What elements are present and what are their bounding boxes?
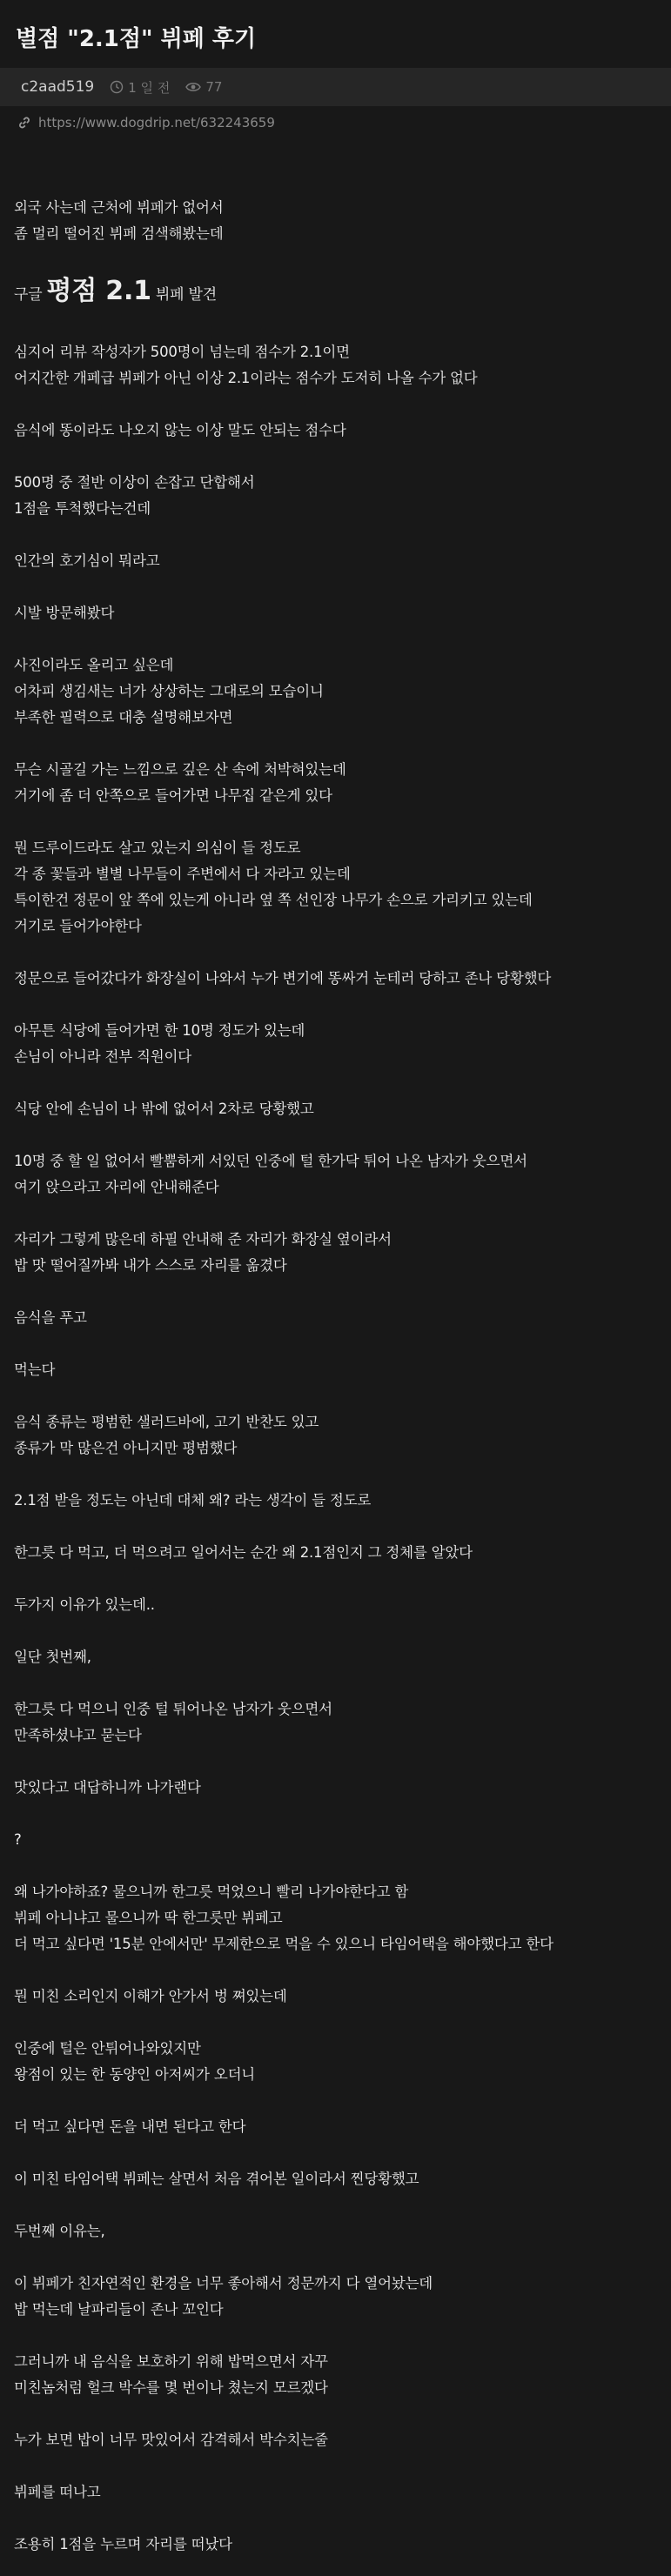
author-name[interactable]: c2aad519 <box>21 78 95 96</box>
text-line: 일단 첫번째, <box>14 1649 91 1665</box>
text-line: 손님이 아니라 전부 직원이다 <box>14 1048 192 1065</box>
text-line: 만족하셨냐고 묻는다 <box>14 1727 142 1743</box>
post-meta-bar <box>0 68 671 106</box>
headline-line <box>14 269 662 318</box>
clock-icon <box>110 80 124 94</box>
text-line: 거기로 들어가야한다 <box>14 918 142 934</box>
text-line: 정문으로 들어갔다가 화장실이 나와서 누가 변기에 똥싸거 눈테러 당하고 존나 당황했다 <box>14 970 552 987</box>
text-line: 인중에 털은 안튀어나와있지만 <box>14 2040 201 2057</box>
text-line: 이 뷔페가 친자연적인 환경을 너무 좋아해서 정문까지 다 열어놨는데 <box>14 2275 433 2292</box>
text-line: 음식에 똥이라도 나오지 않는 이상 말도 안되는 점수다 <box>14 422 346 438</box>
text-line: 자리가 그렇게 많은데 하필 안내해 준 자리가 화장실 옆이라서 <box>14 1231 392 1248</box>
text-line: 밥 맛 떨어질까봐 내가 스스로 자리를 옮겼다 <box>14 1257 287 1274</box>
post-url-row <box>17 115 275 130</box>
text-line: 어지간한 개페급 뷔페가 아닌 이상 2.1이라는 점수가 도저히 나올 수가 없다 <box>14 370 478 386</box>
text-line: 미친놈처럼 헐크 박수를 몇 번이나 쳤는지 모르겠다 <box>14 2379 328 2396</box>
text-line: 10명 중 할 일 없어서 빨뿜하게 서있던 인중에 털 한가닥 튀어 나온 남자가 웃으면서 <box>14 1153 527 1169</box>
link-icon <box>17 116 31 130</box>
text-line: 특이한건 정문이 앞 쪽에 있는게 아니라 옆 쪽 선인장 나무가 손으로 가리키고 있는데 <box>14 892 533 908</box>
post-url-link[interactable]: https://www.dogdrip.net/632243659 <box>38 115 275 130</box>
text-line: 더 먹고 싶다면 돈을 내면 된다고 한다 <box>14 2118 246 2135</box>
text-line: 각 종 꽃들과 별별 나무들이 주변에서 다 자라고 있는데 <box>14 866 351 882</box>
post-body <box>14 195 662 2558</box>
text-line: ? <box>14 1831 22 1848</box>
post-time <box>110 78 170 97</box>
text-line: 종류가 막 많은건 아니지만 평범했다 <box>14 1440 238 1456</box>
text-line: 여기 앉으라고 자리에 안내해준다 <box>14 1179 219 1195</box>
text-line: 부족한 필력으로 대충 설명해보자면 <box>14 709 233 726</box>
text-line: 조용히 1점을 누르며 자리를 떠났다 <box>14 2536 232 2553</box>
text-line: 왜 나가야하죠? 물으니까 한그릇 먹었으니 빨리 나가야한다고 함 <box>14 1883 409 1900</box>
post-views <box>185 79 222 95</box>
text-line: 왕점이 있는 한 동양인 아저씨가 오더니 <box>14 2066 256 2083</box>
post-title: 별점 "2.1점" 뷔페 후기 <box>16 26 257 52</box>
text-line: 한그릇 다 먹고, 더 먹으려고 일어서는 순간 왜 2.1점인지 그 정체를 알았다 <box>14 1544 473 1561</box>
post-views-count: 77 <box>205 79 223 95</box>
post-time-text: 1 일 전 <box>128 79 171 96</box>
text-line: 심지어 리뷰 작성자가 500명이 넘는데 점수가 2.1이면 <box>14 344 350 360</box>
text-line: 이 미친 타임어택 뷔페는 살면서 처음 겪어본 일이라서 찐당황했고 <box>14 2171 419 2187</box>
text-line: 어차피 생김새는 너가 상상하는 그대로의 모습이니 <box>14 683 324 699</box>
text-line: 뷔페 아니냐고 물으니까 딱 한그릇만 뷔페고 <box>14 1910 283 1926</box>
text-line: 무슨 시골길 가는 느낌으로 깊은 산 속에 처박혀있는데 <box>14 761 346 778</box>
text-line: 거기에 좀 더 안쪽으로 들어가면 나무집 같은게 있다 <box>14 787 332 804</box>
text-line: 그러니까 내 음식을 보호하기 위해 밥먹으면서 자꾸 <box>14 2353 328 2370</box>
text-line: 좀 멀리 떨어진 뷔페 검색해봤는데 <box>14 225 224 242</box>
eye-icon <box>185 81 201 93</box>
text-line: 시발 방문해봤다 <box>14 605 115 621</box>
text-line: 2.1점 받을 정도는 아닌데 대체 왜? 라는 생각이 들 정도로 <box>14 1492 372 1509</box>
text-line: 음식 종류는 평범한 샐러드바에, 고기 반찬도 있고 <box>14 1414 319 1430</box>
headline-emphasis: 평점 2.1 <box>46 276 151 306</box>
text-line: 500명 중 절반 이상이 손잡고 단합해서 <box>14 474 255 491</box>
text-line: 뷔페를 떠나고 <box>14 2484 101 2500</box>
text-line: 누가 보면 밥이 너무 맛있어서 감격해서 박수치는줄 <box>14 2432 328 2448</box>
text-line: 더 먹고 싶다면 '15분 안에서만' 무제한으로 먹을 수 있으니 타임어택을 해야했다고 한다 <box>14 1936 554 1952</box>
headline-prefix: 구글 <box>14 286 43 304</box>
text-line: 1점을 투척했다는건데 <box>14 500 151 517</box>
text-line: 맛있다고 대답하니까 나가랜다 <box>14 1779 201 1796</box>
text-line: 아무튼 식당에 들어가면 한 10명 정도가 있는데 <box>14 1022 305 1039</box>
headline-suffix: 뷔페 발견 <box>155 286 217 304</box>
text-line: 외국 사는데 근처에 뷔페가 없어서 <box>14 199 224 216</box>
text-line: 먹는다 <box>14 1362 56 1378</box>
text-line: 한그릇 다 먹으니 인중 털 튀어나온 남자가 웃으면서 <box>14 1701 332 1717</box>
text-line: 음식을 푸고 <box>14 1309 87 1326</box>
text-line: 두번째 이유는, <box>14 2223 105 2239</box>
text-line: 인간의 호기심이 뭐라고 <box>14 552 160 569</box>
text-line: 뭔 미친 소리인지 이해가 안가서 벙 쪄있는데 <box>14 1988 287 2004</box>
text-line: 두가지 이유가 있는데.. <box>14 1596 155 1613</box>
text-line: 사진이라도 올리고 싶은데 <box>14 657 174 673</box>
text-line: 식당 안에 손님이 나 밖에 없어서 2차로 당황했고 <box>14 1101 314 1117</box>
text-line: 밥 먹는데 날파리들이 존나 꼬인다 <box>14 2301 224 2318</box>
text-line: 뭔 드루이드라도 살고 있는지 의심이 들 정도로 <box>14 840 301 856</box>
